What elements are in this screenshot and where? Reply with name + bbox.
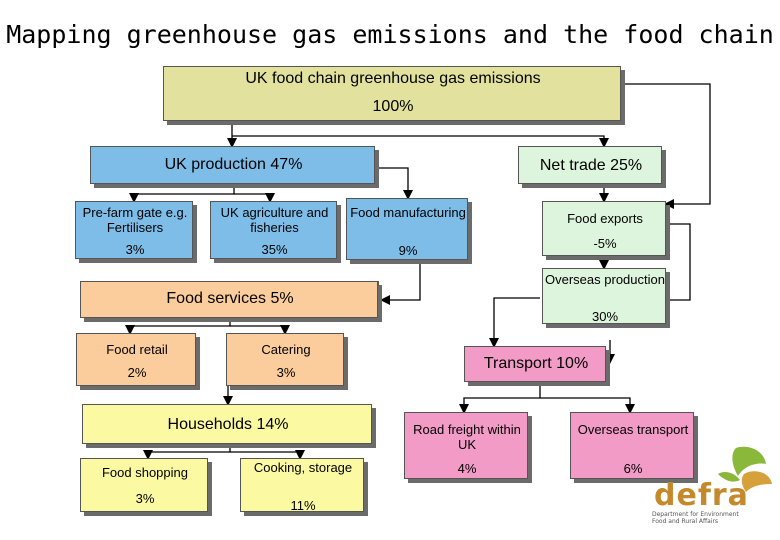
catering-box <box>226 333 344 386</box>
pre-farm-value: 3% <box>125 242 145 257</box>
food-retail-label: Food retail <box>106 342 168 357</box>
manufacturing-box <box>346 198 468 260</box>
agriculture-box <box>210 201 337 259</box>
net-trade-label: Net trade 25% <box>539 157 643 174</box>
uk-production-label: UK production 47% <box>164 156 303 173</box>
defra-logo-subtitle: Department for Environment Food and Rural Affairs <box>652 511 739 525</box>
transport-label: Transport 10% <box>483 355 589 372</box>
overseas-transport-value: 6% <box>623 461 643 476</box>
food-shopping-label: Food shopping <box>101 465 188 480</box>
uk-production-box <box>90 146 375 184</box>
food-exports-label: Food exports <box>567 211 643 226</box>
net-trade-box <box>518 146 662 184</box>
food-shopping-value: 3% <box>135 491 155 506</box>
households-box <box>82 404 372 444</box>
pre-farm-box <box>75 201 193 259</box>
road-freight-label: Road freight within UK <box>413 422 521 452</box>
manufacturing-value: 9% <box>398 243 418 258</box>
food-services-box <box>80 281 378 318</box>
food-exports-value: -5% <box>593 236 617 251</box>
cooking-value: 11% <box>290 498 316 513</box>
food-retail-value: 2% <box>127 365 147 380</box>
defra-logo: defra <box>654 478 749 513</box>
overseas-transport-label: Overseas transport <box>577 422 689 437</box>
food-exports-box <box>542 201 666 256</box>
food-retail-box <box>76 333 196 386</box>
manufacturing-label: Food manufacturing <box>350 205 466 220</box>
food-shopping-box <box>80 458 208 512</box>
food-services-label: Food services 5% <box>166 290 294 307</box>
road-freight-value: 4% <box>457 461 477 476</box>
agriculture-value: 35% <box>261 242 288 257</box>
agriculture-label: UK agriculture and fisheries <box>220 205 329 235</box>
catering-label: Catering <box>261 342 311 357</box>
overseas-production-box <box>542 268 666 324</box>
overseas-production-label: Overseas production <box>545 272 665 287</box>
root-label: UK food chain greenhouse gas emissions <box>245 70 541 87</box>
catering-value: 3% <box>276 365 296 380</box>
root-value: 100% <box>372 98 414 115</box>
overseas-production-value: 30% <box>591 309 619 324</box>
pre-farm-label: Pre-farm gate e.g. Fertilisers <box>82 205 188 235</box>
households-label: Households 14% <box>167 416 289 433</box>
cooking-label: Cooking, storage <box>253 460 353 475</box>
cooking-box <box>240 458 364 512</box>
transport-box <box>464 346 606 382</box>
page-title: Mapping greenhouse gas emissions and the food chain <box>6 20 774 49</box>
root-box <box>163 66 621 121</box>
road-freight-box <box>404 412 528 479</box>
